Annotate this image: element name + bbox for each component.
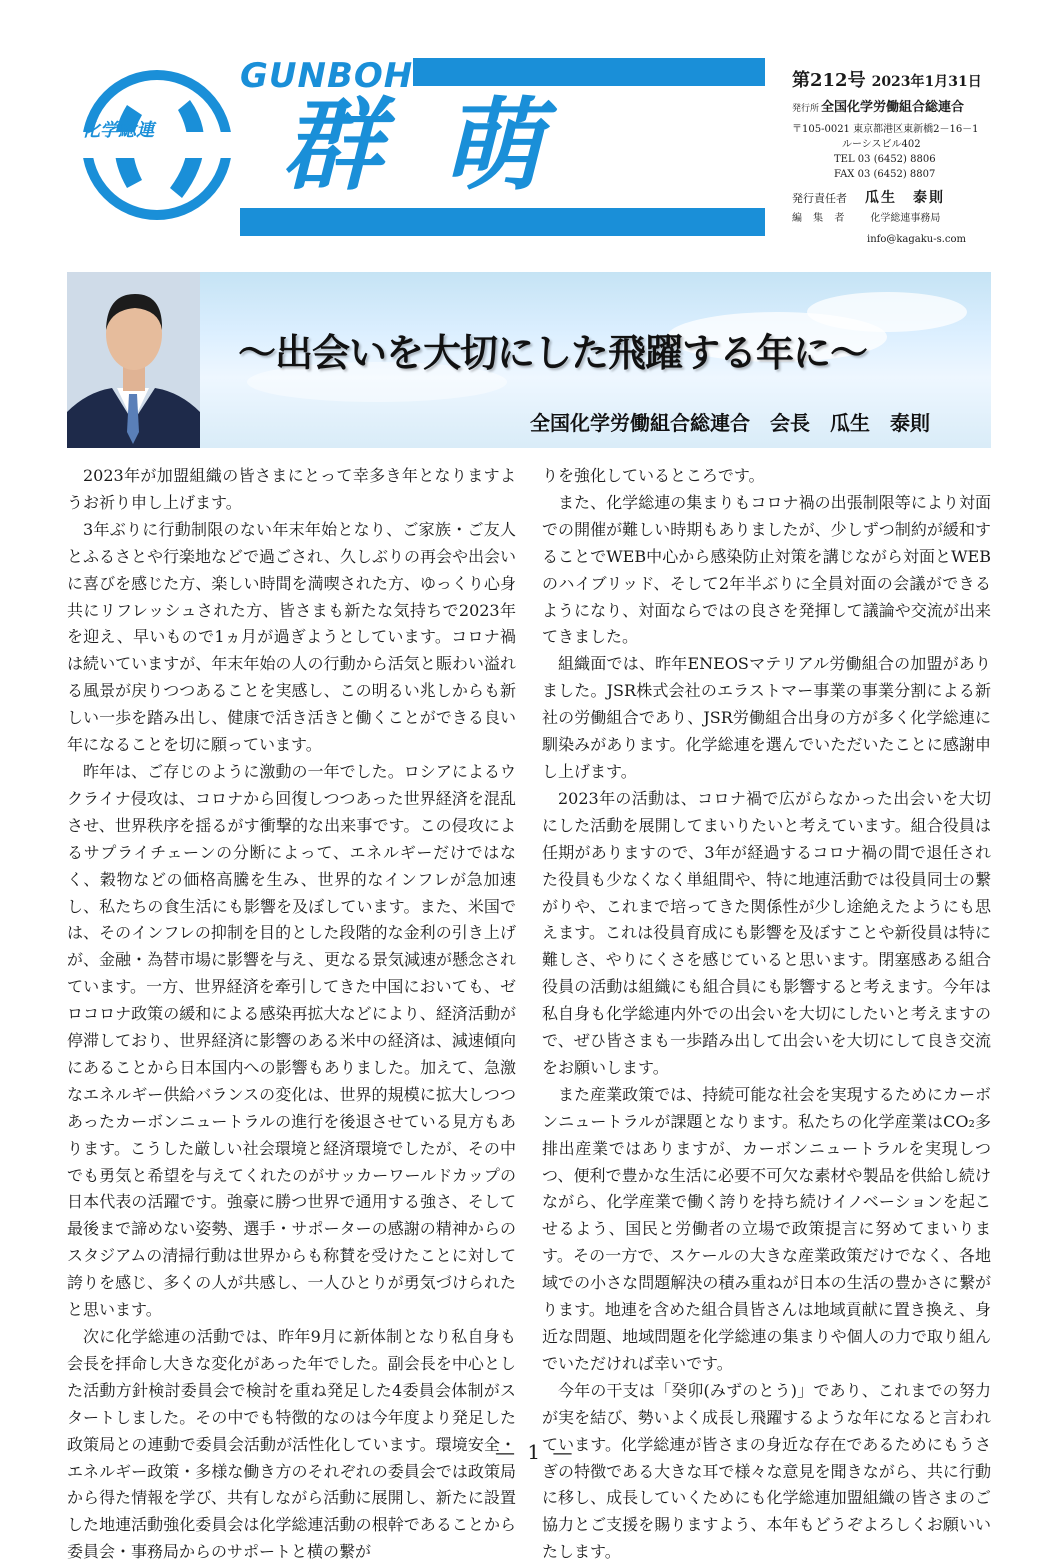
- publisher-label: 発行所: [792, 104, 820, 114]
- fax: FAX 03 (6452) 8807: [834, 169, 936, 180]
- article-column-1: [67, 463, 516, 1566]
- paragraph: りを強化しているところです。: [542, 466, 765, 485]
- editor-name: 化学総連事務局: [870, 213, 941, 224]
- paragraph: 今年の干支は「癸卯(みずのとう)」であり、これまでの努力が実を結び、勢いよく成長し飛躍するような年になると言われています。化学総連が皆さまの身近な存在であるためにもうさぎの特徴である大きな耳で様々な意見を聞きながら、共に行動に移し、成長していくためにも化学総連加盟組織の皆さまのご協力とご支援を賜りますよう、本年もどうぞよろしくお願いいたします。: [542, 1380, 991, 1562]
- chairman-photo: [67, 272, 200, 448]
- newsletter-title: 群萌: [282, 87, 602, 204]
- issue-date: 2023年1月31日: [871, 74, 982, 90]
- address-line1: 〒105-0021 東京都港区東新橋2－16－1: [792, 124, 979, 135]
- paragraph: 3年ぶりに行動制限のない年末年始となり、ご家族・ご友人とふるさとや行楽地などで過ごされ、久しぶりの再会や出会いに喜びを感じた方、楽しい時間を満喫された方、ゆっくり心身共にリフレッシュされた方、皆さまも新たな気持ちで2023年を迎え、早いもので1ヵ月が過ぎようとしています。コロナ禍は続いていますが、年末年始の人の行動から活気と賑わい溢れる風景が戻りつつあることを実感し、この明るい兆しからも新しい一歩を踏み出し、健康で活き活きと働くことができる良い年になることを切に願っています。: [67, 519, 516, 755]
- issue-info: [792, 66, 982, 92]
- tel: TEL 03 (6452) 8806: [834, 154, 936, 165]
- editor: [792, 209, 940, 224]
- publisher: [792, 96, 964, 115]
- headline: ～出会いを大切にした飛躍する年に～: [238, 331, 868, 375]
- gunboh-wordmark: GUNBOH: [240, 56, 414, 96]
- article-column-2: [542, 463, 991, 1566]
- publisher-name: 全国化学労働組合総連合: [821, 100, 965, 115]
- email-address[interactable]: info@kagaku-s.com: [867, 234, 967, 245]
- paragraph: 昨年は、ご存じのように激動の一年でした。ロシアによるウクライナ侵攻は、コロナから回復しつつあった世界経済を混乱させ、世界秩序を揺るがす衝撃的な出来事です。この侵攻によるサプライチェーンの分断によって、エネルギーだけではなく、穀物などの価格高騰を生み、世界的なインフレが急加速し、私たちの食生活にも影響を及ぼしています。また、米国では、そのインフレの抑制を目的とした段階的な金利の引き上げが、金融・為替市場に影響を与え、更なる景気減速が懸念されています。一方、世界経済を牽引してきた中国においても、ゼロコロナ政策の緩和による感染再拡大などにより、経済活動が停滞しており、世界経済に影響のある米中の経済は、減速傾向にあることから日本国内への影響もありました。加えて、急激なエネルギー供給バランスの変化は、世界的規模に拡大しつつあったカーボンニュートラルの進行を後退させている見方もあります。こうした厳しい社会環境と経済環境でしたが、その中でも勇気と希望を与えてくれたのがサッカーワールドカップの日本代表の活躍です。強豪に勝つ世界で通用する強さ、そして最後まで諦めない姿勢、選手・サポーターの感謝の精神からのスタジアムの清掃行動は世界からも称賛を受けたことに対して誇りを感じ、多くの人が共感し、一人ひとりが勇気づけられたと思います。: [67, 761, 516, 1320]
- responsible-person: [792, 187, 945, 207]
- masthead-bar-top: [413, 58, 765, 86]
- address-line2: ルーシスビル402: [842, 139, 921, 150]
- paragraph: 次に化学総連の活動では、昨年9月に新体制となり私自身も会長を拝命し大きな変化があった年でした。副会長を中心とした活動方針検討委員会で検討を重ね発足した4委員会体制がスタートしました。その中でも特徴的なのは今年度より発足した政策局との連動で委員会活動が活性化しています。環境安全・エネルギー政策・多様な働き方のそれぞれの委員会では政策局から得た情報を学び、共有しながら活動に展開し、新たに設置した地連活動強化委員会は化学総連活動の根幹であることから委員会・事務局からのサポートと横の繋が: [67, 1327, 516, 1562]
- paragraph: 組織面では、昨年ENEOSマテリアル労働組合の加盟がありました。JSR株式会社のエラストマー事業の事業分割による新社の労働組合であり、JSR労働組合出身の方が多く化学総連に馴染みがあります。化学総連を選んでいただいたことに感謝申し上げます。: [542, 654, 991, 781]
- headline-author: 全国化学労働組合総連合 会長 瓜生 泰則: [530, 411, 930, 435]
- masthead-bar-bottom: [240, 208, 765, 236]
- issue-number: 第212号: [792, 70, 866, 91]
- page-number: — 1 —: [495, 1440, 576, 1464]
- paragraph: また産業政策では、持続可能な社会を実現するためにカーボンニュートラルが課題となります。私たちの化学産業はCO₂多排出産業ではありますが、カーボンニュートラルを実現しつつ、便利で豊かな生活に必要不可欠な素材や製品を供給し続けながら、化学産業で働く誇りを持ち続けイノベーションを起こせるよう、国民と労働者の立場で政策提言に努めてまいります。その一方で、スケールの大きな産業政策だけでなく、各地域での小さな問題解決の積み重ねが日本の生活の豊かさに繋がります。地連を含めた組合員皆さんは地域貢献に置き換え、身近な問題、地域問題を化学総連の集まりや個人の力で取り組んでいただければ幸いです。: [542, 1084, 991, 1373]
- paragraph: また、化学総連の集まりもコロナ禍の出張制限等により対面での開催が難しい時期もありましたが、少しずつ制約が緩和することでWEB中心から感染防止対策を講じながら対面とWEBのハイブリッド、そして2年半ぶりに全員対面の会議ができるようになり、対面ならではの良さを発揮して議論や交流が出来てきました。: [542, 492, 991, 647]
- address-block: [792, 122, 979, 182]
- responsible-name: 瓜生 泰則: [865, 190, 945, 206]
- responsible-label: 発行責任者: [792, 192, 847, 205]
- paragraph: 2023年の活動は、コロナ禍で広がらなかった出会いを大切にした活動を展開してまいりたいと考えています。組合役員は任期がありますので、3年が経過するコロナ禍の間で退任された役員も少なくなく単組間や、特に地連活動では役員同士の繋がりや、これまで培ってきた関係性が少し途絶えたようにも思えます。これは役員育成にも影響を及ぼすことや新役員は特に難しさ、やりにくさを感じていると思います。閉塞感ある組合役員の活動は組織にも組合員にも影響すると考えます。今年は私自身も化学総連内外での出会いを大切にしたいと考えますので、ぜひ皆さまも一歩踏み出して出会いを大切にして良き交流をお願いします。: [542, 788, 991, 1077]
- paragraph: 2023年が加盟組織の皆さまにとって幸多き年となりますようお祈り申し上げます。: [67, 466, 516, 512]
- kagaku-soren-logo: [82, 70, 232, 220]
- editor-label: 編 集 者: [792, 213, 849, 224]
- logo-text: 化学総連: [82, 120, 154, 141]
